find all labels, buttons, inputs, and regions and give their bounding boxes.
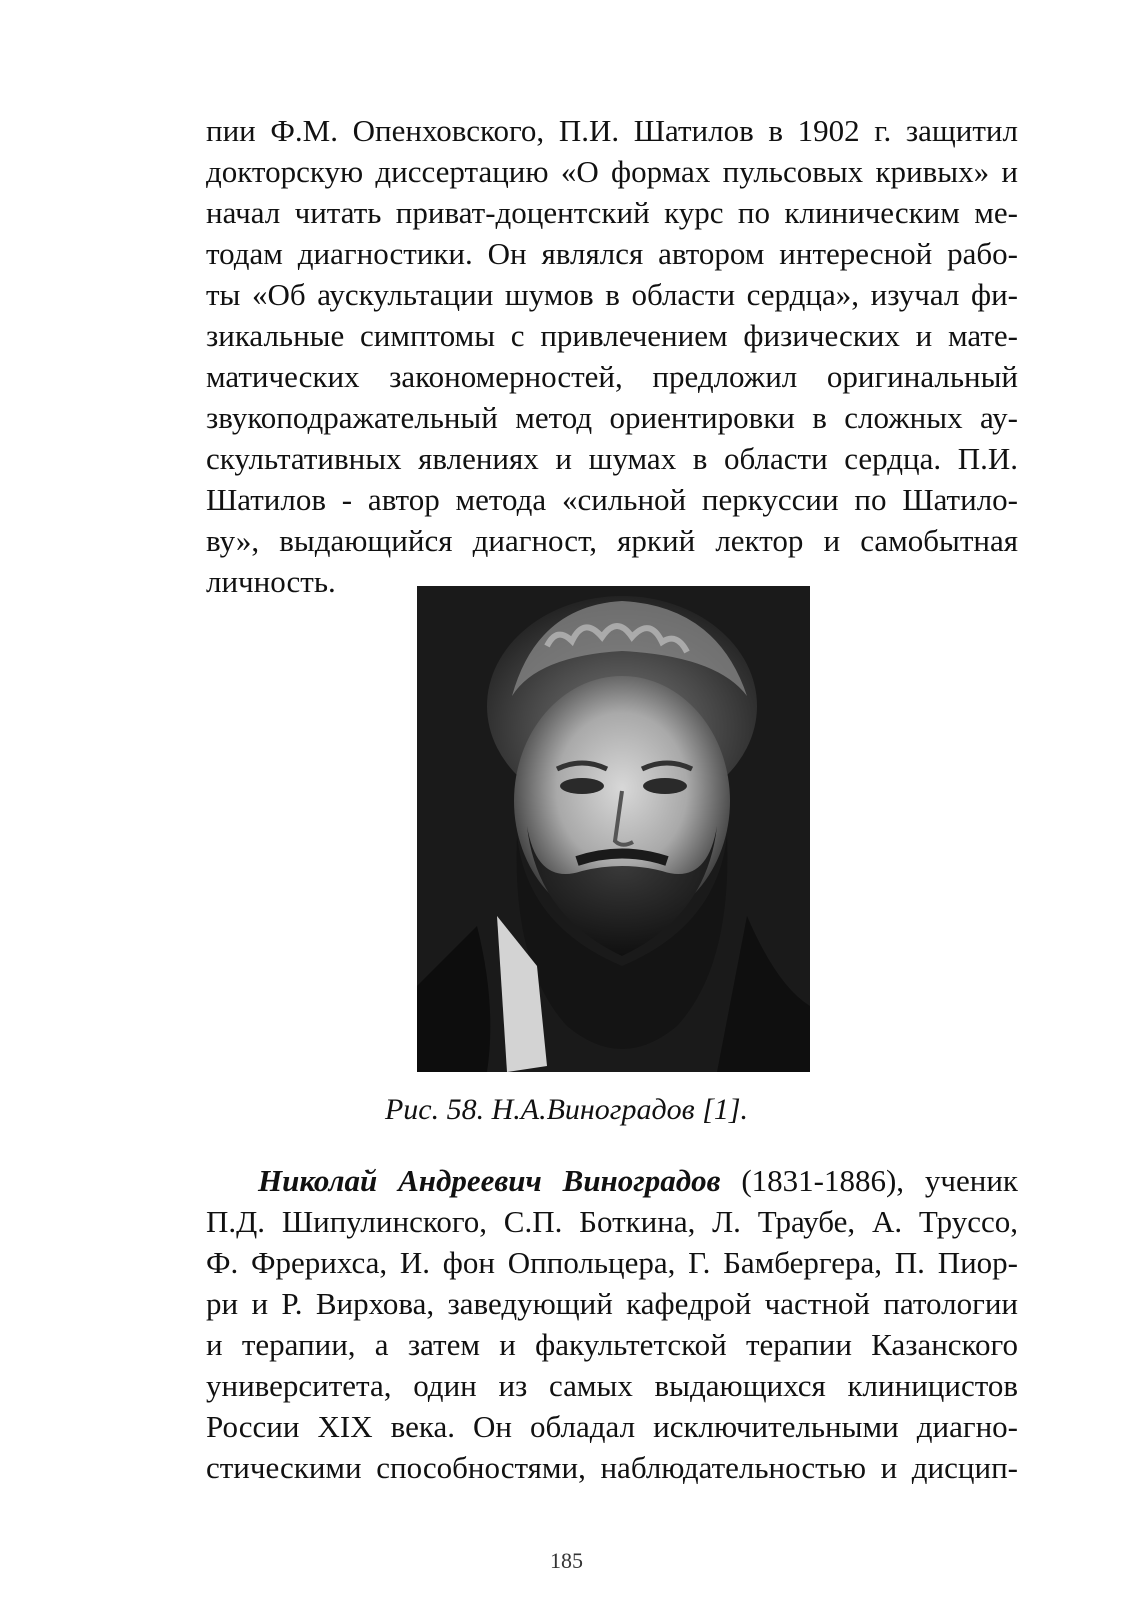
text-line: стическими способностями, наблюдательностью и дисцип- bbox=[206, 1450, 1018, 1485]
text-line: университета, один из самых выдающихся клиницистов bbox=[206, 1368, 1018, 1403]
person-name: Николай Андреевич Виноградов bbox=[258, 1163, 721, 1198]
text-line: зикальные симптомы с привлечением физических и мате- bbox=[206, 318, 1018, 353]
paragraph-shatilov bbox=[206, 110, 1018, 602]
text-line bbox=[206, 1160, 1018, 1201]
text-fragment: (1831-1886), ученик bbox=[720, 1163, 1018, 1198]
text-line: и терапии, а затем и факультетской терапии Казанского bbox=[206, 1327, 1018, 1362]
text-line: России XIX века. Он обладал исключительными диагно- bbox=[206, 1409, 1018, 1444]
text-line: Ф. Фрерихса, И. фон Оппольцера, Г. Бамбергера, П. Пиор- bbox=[206, 1245, 1018, 1280]
text-line: ву», выдающийся диагност, яркий лектор и самобытная bbox=[206, 523, 1018, 558]
text-line: пии Ф.М. Опенховского, П.И. Шатилов в 1902 г. защитил bbox=[206, 113, 1018, 148]
portrait-photo bbox=[417, 586, 810, 1072]
figure-caption: Рис. 58. Н.А.Виноградов [1]. bbox=[384, 1093, 749, 1126]
text-line: матических закономерностей, предложил оригинальный bbox=[206, 359, 1018, 394]
text-line: скультативных явлениях и шумах в области сердца. П.И. bbox=[206, 441, 1018, 476]
paragraph-vinogradov bbox=[206, 1160, 1018, 1488]
text-line: звукоподражательный метод ориентировки в сложных ау- bbox=[206, 400, 1018, 435]
text-line: ты «Об аускультации шумов в области сердца», изучал фи- bbox=[206, 277, 1018, 312]
portrait-illustration bbox=[417, 586, 810, 1072]
text-line: личность. bbox=[206, 564, 336, 599]
text-line: Шатилов - автор метода «сильной перкуссии по Шатило- bbox=[206, 482, 1018, 517]
text-line: начал читать приват-доцентский курс по клиническим ме- bbox=[206, 195, 1018, 230]
text-line: тодам диагностики. Он являлся автором интересной рабо- bbox=[206, 236, 1018, 271]
text-line: докторскую диссертацию «О формах пульсовых кривых» и bbox=[206, 154, 1018, 189]
text-line: ри и Р. Вирхова, заведующий кафедрой частной патологии bbox=[206, 1286, 1018, 1321]
text-line: П.Д. Шипулинского, С.П. Боткина, Л. Траубе, А. Труссо, bbox=[206, 1204, 1018, 1239]
page-number: 185 bbox=[550, 1548, 583, 1573]
